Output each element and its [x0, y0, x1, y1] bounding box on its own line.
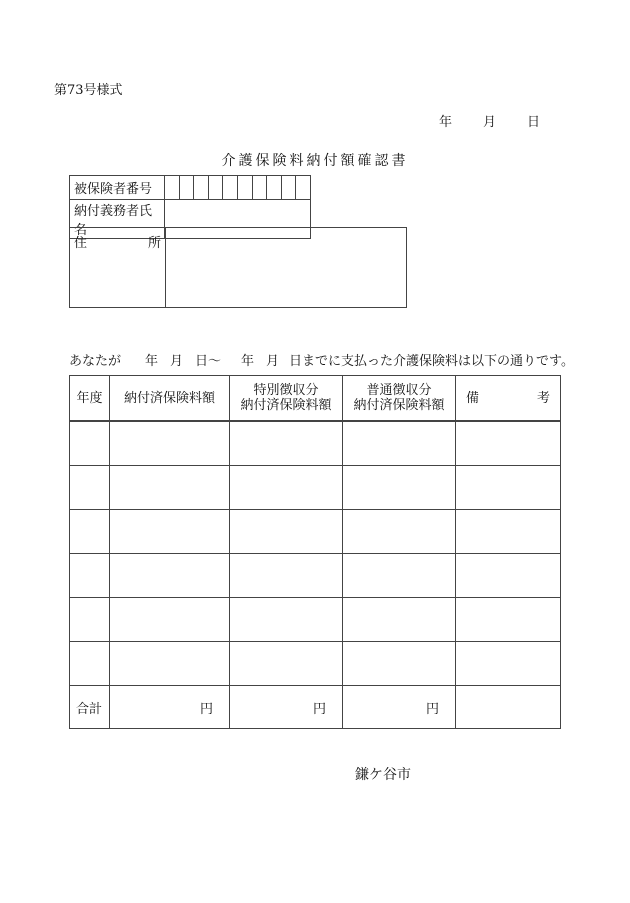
- remarks-cell[interactable]: [456, 421, 561, 466]
- insured-number-digit-box[interactable]: [267, 176, 282, 200]
- fiscal-year-cell[interactable]: [70, 421, 110, 466]
- insured-number-digit-box[interactable]: [194, 176, 209, 200]
- header-ordinary-line1: 普通徴収分: [366, 383, 432, 398]
- header-paid-amount: 納付済保険料額: [110, 376, 230, 422]
- address-label-right: 所: [147, 236, 161, 251]
- address-label: [70, 228, 166, 308]
- insured-number-digit-box[interactable]: [281, 176, 296, 200]
- yen-unit-label: 円: [312, 701, 326, 717]
- table-row: [70, 421, 561, 466]
- paid-amount-cell[interactable]: [110, 510, 230, 554]
- fiscal-year-cell[interactable]: [70, 466, 110, 510]
- yen-unit-label: 円: [425, 701, 439, 717]
- table-row: [70, 554, 561, 598]
- remarks-cell[interactable]: [456, 642, 561, 686]
- period-statement: [69, 350, 574, 369]
- paid-amount-cell[interactable]: [110, 421, 230, 466]
- payer-name-label: 納付義務者氏名: [70, 200, 165, 239]
- ordinary-amount-cell[interactable]: [343, 421, 456, 466]
- special-amount-cell[interactable]: [230, 642, 343, 686]
- fiscal-year-cell[interactable]: [70, 554, 110, 598]
- table-row: [70, 466, 561, 510]
- fiscal-year-cell[interactable]: [70, 598, 110, 642]
- paid-amount-cell[interactable]: [110, 642, 230, 686]
- period-from-month: 月: [170, 354, 184, 369]
- date-month-label: 月: [483, 115, 497, 130]
- address-row: [70, 228, 407, 308]
- document-title: 介護保険料納付額確認書: [221, 153, 409, 169]
- period-prefix: あなたが: [69, 354, 122, 369]
- paid-amount-cell[interactable]: [110, 554, 230, 598]
- table-row: [70, 510, 561, 554]
- special-amount-cell[interactable]: [230, 466, 343, 510]
- remarks-cell[interactable]: [456, 598, 561, 642]
- header-remarks-right: 考: [536, 390, 550, 406]
- insured-number-digit-box[interactable]: [179, 176, 194, 200]
- ordinary-amount-cell[interactable]: [343, 642, 456, 686]
- address-table: [69, 227, 407, 308]
- insured-number-digit-box[interactable]: [237, 176, 252, 200]
- date-day-label: 日: [527, 115, 541, 130]
- total-special-amount-cell[interactable]: [230, 686, 343, 729]
- insured-number-label: 被保険者番号: [70, 176, 165, 200]
- insured-number-digit-box[interactable]: [165, 176, 180, 200]
- header-special-line2: 納付済保険料額: [240, 398, 332, 413]
- header-remarks-left: 備: [466, 390, 480, 406]
- ordinary-amount-cell[interactable]: [343, 554, 456, 598]
- paid-amount-cell[interactable]: [110, 466, 230, 510]
- ordinary-amount-cell[interactable]: [343, 466, 456, 510]
- header-special-line1: 特別徴収分: [253, 383, 319, 398]
- insured-number-digit-box[interactable]: [208, 176, 223, 200]
- total-label: 合計: [70, 686, 110, 729]
- special-amount-cell[interactable]: [230, 421, 343, 466]
- total-row: [70, 686, 561, 729]
- fiscal-year-cell[interactable]: [70, 642, 110, 686]
- header-fiscal-year: 年度: [70, 376, 110, 422]
- address-field[interactable]: [166, 228, 407, 308]
- yen-unit-label: 円: [199, 701, 213, 717]
- payment-table-header: [70, 376, 561, 422]
- header-ordinary-collection: [343, 376, 456, 422]
- ordinary-amount-cell[interactable]: [343, 598, 456, 642]
- period-to-year: 年: [241, 354, 255, 369]
- payment-table: [69, 375, 561, 729]
- period-from-day: 日〜: [195, 354, 222, 369]
- header-special-collection: [230, 376, 343, 422]
- address-label-left: 住: [74, 236, 88, 251]
- total-remarks-cell[interactable]: [456, 686, 561, 729]
- header-ordinary-line2: 納付済保険料額: [353, 398, 445, 413]
- remarks-cell[interactable]: [456, 554, 561, 598]
- special-amount-cell[interactable]: [230, 554, 343, 598]
- special-amount-cell[interactable]: [230, 510, 343, 554]
- city-name: 鎌ケ谷市: [355, 767, 411, 783]
- insured-number-digit-box[interactable]: [296, 176, 311, 200]
- insured-number-row: [70, 176, 311, 200]
- remarks-cell[interactable]: [456, 510, 561, 554]
- period-to-month: 月: [266, 354, 280, 369]
- total-paid-amount-cell[interactable]: [110, 686, 230, 729]
- ordinary-amount-cell[interactable]: [343, 510, 456, 554]
- table-row: [70, 598, 561, 642]
- total-ordinary-amount-cell[interactable]: [343, 686, 456, 729]
- paid-amount-cell[interactable]: [110, 598, 230, 642]
- header-remarks: [456, 376, 561, 422]
- date-line: [439, 111, 540, 130]
- special-amount-cell[interactable]: [230, 598, 343, 642]
- insured-number-digit-box[interactable]: [252, 176, 267, 200]
- period-suffix: 日までに支払った介護保険料は以下の通りです。: [289, 354, 574, 369]
- remarks-cell[interactable]: [456, 466, 561, 510]
- insured-number-digit-box[interactable]: [223, 176, 238, 200]
- fiscal-year-cell[interactable]: [70, 510, 110, 554]
- table-row: [70, 642, 561, 686]
- form-number: 第73号様式: [54, 83, 123, 98]
- date-year-label: 年: [439, 115, 453, 130]
- period-from-year: 年: [145, 354, 159, 369]
